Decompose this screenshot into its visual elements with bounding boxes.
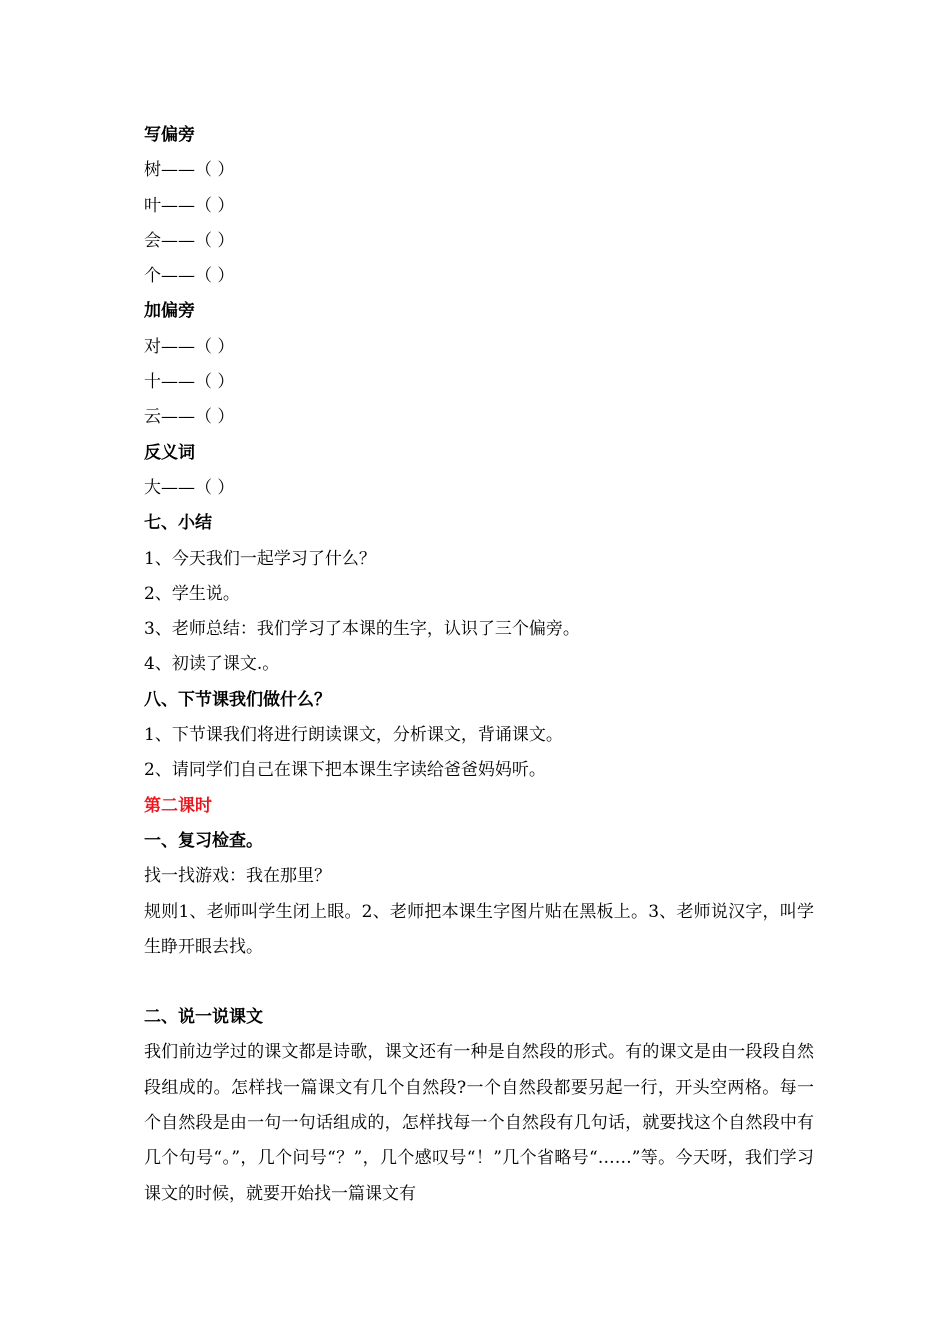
exercise-line: 树——（ ） [144,160,235,181]
summary-item: 3、老师总结：我们学习了本课的生字，认识了三个偏旁。 [144,619,580,640]
next-lesson-item: 1、下节课我们将进行朗读课文，分析课文，背诵课文。 [144,725,563,746]
exercise-line: 云——（ ） [144,407,235,428]
next-lesson-item: 2、请同学们自己在课下把本课生字读给爸爸妈妈听。 [144,760,546,781]
exercise-line: 会——（ ） [144,230,235,251]
heading-next-lesson: 八、下节课我们做什么？ [144,689,331,710]
game-title: 找一找游戏：我在那里？ [144,866,331,887]
heading-antonym: 反义词 [144,442,195,463]
heading-second-period: 第二课时 [144,795,212,816]
summary-item: 1、今天我们一起学习了什么？ [144,548,376,569]
summary-item: 2、学生说。 [144,583,240,604]
heading-talk-text: 二、说一说课文 [144,1007,263,1028]
exercise-line: 对——（ ） [144,336,235,357]
heading-review: 一、复习检查。 [144,830,263,851]
document-page [144,118,814,1212]
heading-add-radical: 加偏旁 [144,301,195,322]
summary-item: 4、初读了课文.。 [144,654,280,675]
body-paragraph: 我们前边学过的课文都是诗歌，课文还有一种是自然段的形式。有的课文是由一段段自然段组成的。怎样找一篇课文有几个自然段?一个自然段都要另起一行，开头空两格。每一个自然段是由一句一句话组成的，怎样找每一个自然段有几句话，就要找这个自然段中有几个句号“。”，几个问号“？”，几个感叹号“！”几个省略号“……”等。今天呀，我们学习课文的时候，就要开始找一篇课文有 [144,1042,814,1204]
heading-summary: 七、小结 [144,513,212,534]
exercise-line: 个——（ ） [144,266,235,287]
exercise-line: 十——（ ） [144,372,235,393]
rule-paragraph: 规则1、老师叫学生闭上眼。2、老师把本课生字图片贴在黑板上。3、老师说汉字，叫学生睁开眼去找。 [144,901,814,957]
blank-line [144,965,814,1000]
exercise-line: 叶——（ ） [144,195,235,216]
exercise-line: 大——（ ） [144,477,235,498]
heading-write-radical: 写偏旁 [144,125,195,145]
